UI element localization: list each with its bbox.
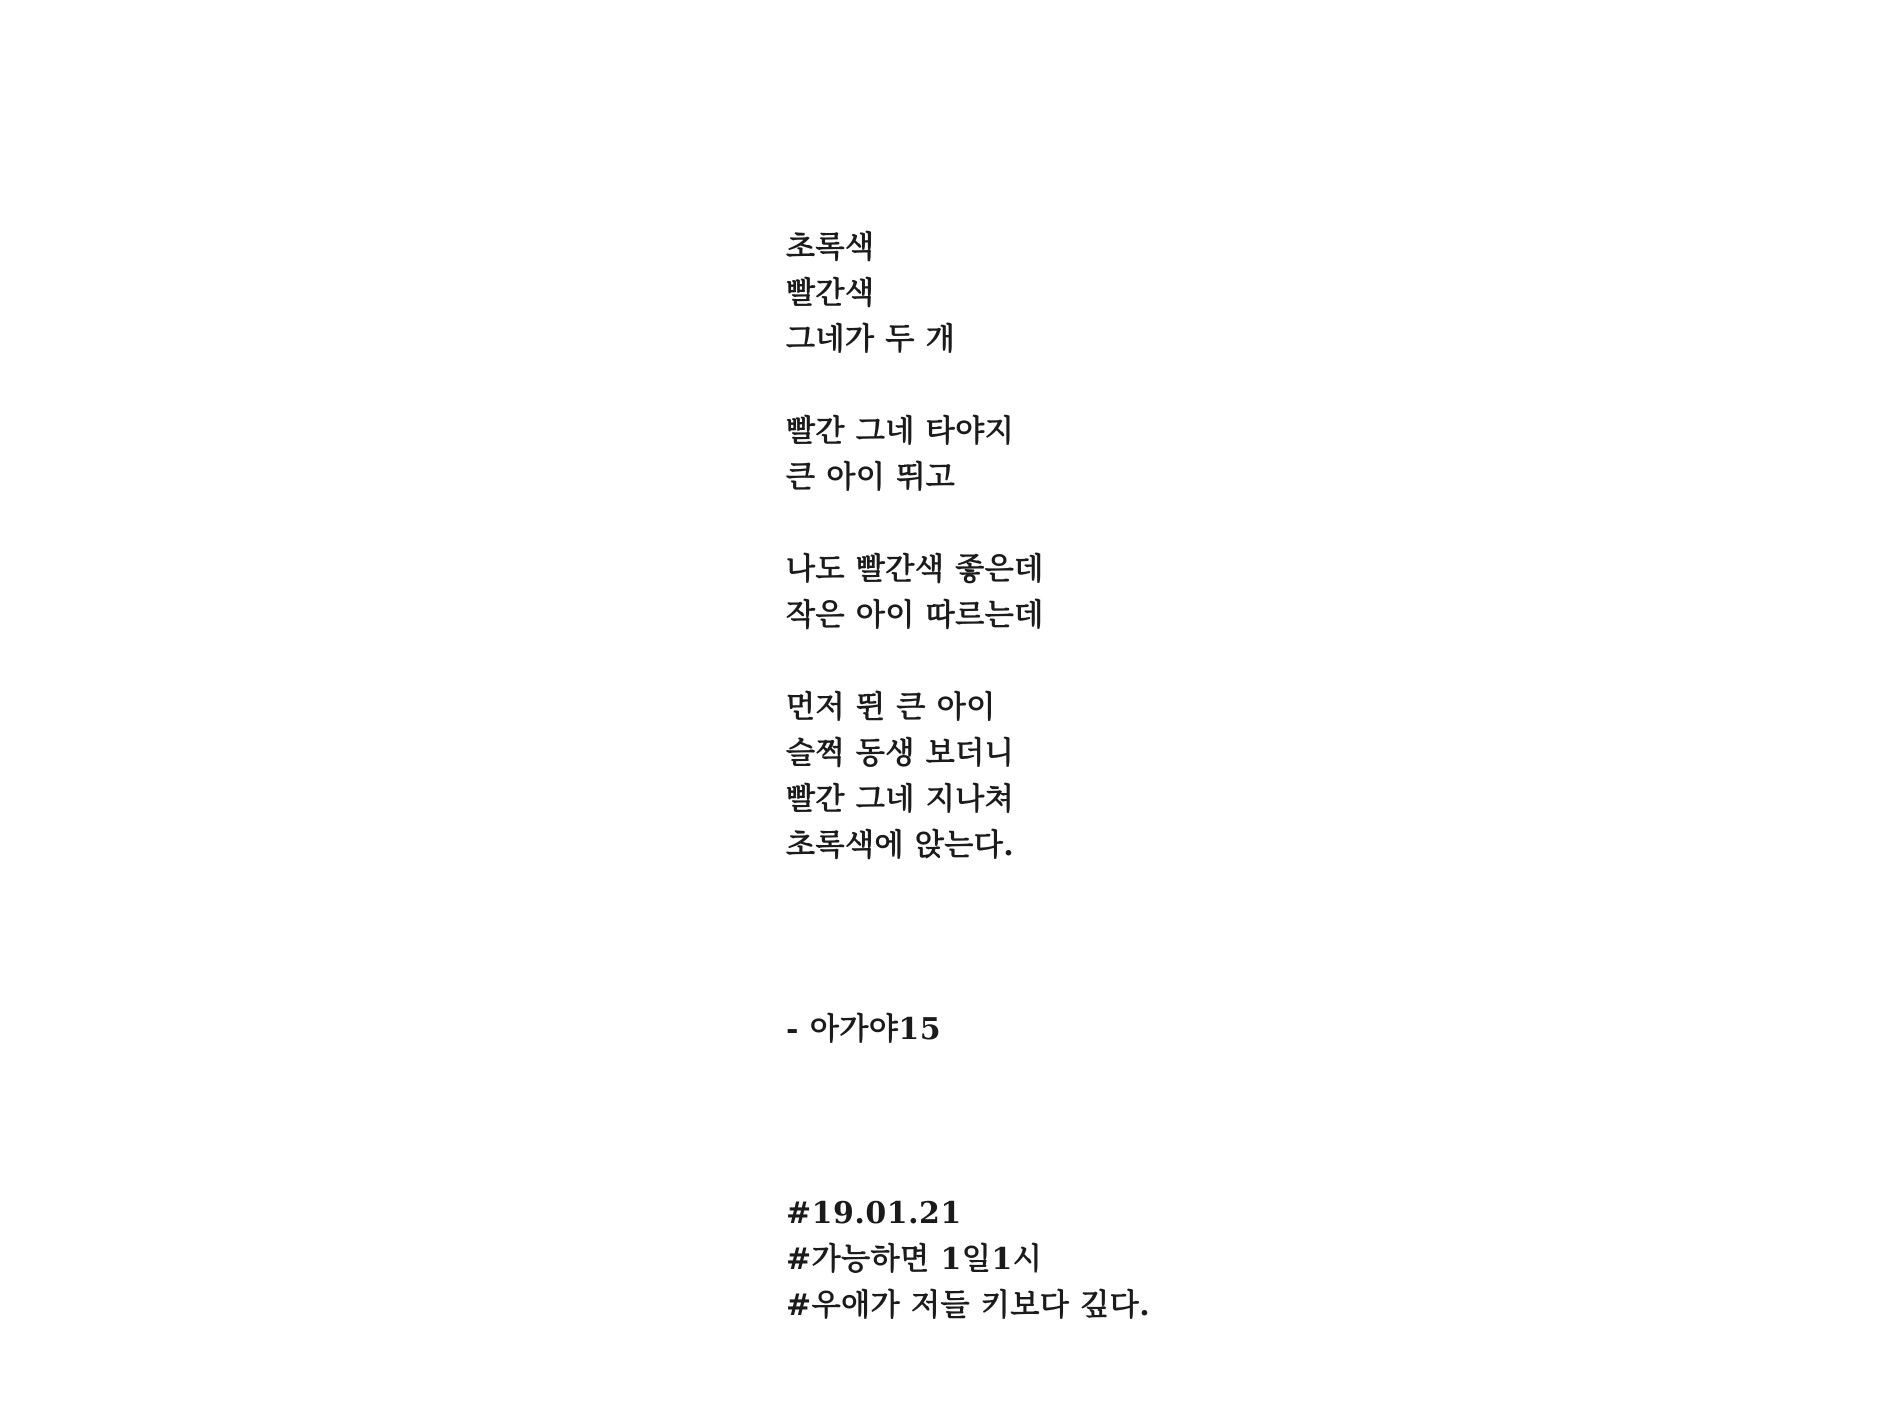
poem-stanza (786, 225, 1150, 363)
poem-line: 빨간색 (786, 276, 875, 311)
poem-line: 나도 빨간색 좋은데 (786, 552, 1044, 587)
poem-stanza (786, 409, 1150, 501)
hashtag-line: #우애가 저들 키보다 깊다. (786, 1288, 1151, 1323)
poem-signature: - 아가야15 (786, 1012, 942, 1047)
poem-body (786, 133, 1150, 1417)
poem-line: 초록색 (786, 230, 875, 265)
poem-line: 빨간 그네 타야지 (786, 414, 1015, 449)
poem-line: 초록색에 앉는다. (786, 828, 1015, 863)
hashtag-line: #가능하면 1일1시 (786, 1242, 1043, 1277)
poem-stanza (786, 685, 1150, 869)
poem-stanza (786, 547, 1150, 639)
poem-line: 슬쩍 동생 보더니 (786, 736, 1015, 771)
poem-line: 먼저 뛴 큰 아이 (786, 690, 996, 725)
hashtag-block (786, 1191, 1150, 1329)
poem-line: 작은 아이 따르는데 (786, 598, 1044, 633)
hashtag-line: #19.01.21 (786, 1196, 962, 1231)
poem-stanzas (786, 225, 1150, 869)
poem-line: 그네가 두 개 (786, 322, 956, 357)
poem-line: 큰 아이 뛰고 (786, 460, 956, 495)
poem-line: 빨간 그네 지나쳐 (786, 782, 1015, 817)
